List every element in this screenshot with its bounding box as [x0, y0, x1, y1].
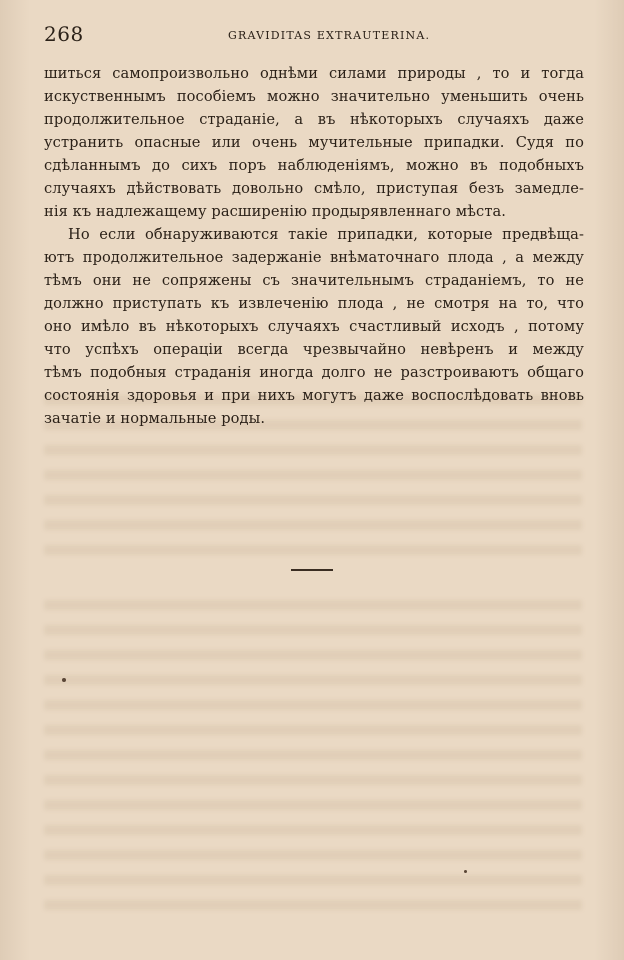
ink-speck [62, 678, 66, 682]
text-line: устранить опасные или очень мучительные припадки. Судя по [44, 134, 584, 151]
page-number: 268 [44, 22, 84, 46]
bleed-through-line [44, 875, 582, 885]
text-line: должно приступать къ извлеченію плода , не смотря на то, что [44, 295, 584, 312]
text-line: состоянія здоровья и при нихъ могутъ даже воспослѣдовать вновь [44, 387, 584, 404]
text-line: тѣмъ они не сопряжены съ значительнымъ страданіемъ, то не [44, 272, 584, 289]
bleed-through-line [44, 900, 582, 910]
paragraph [44, 223, 584, 430]
text-line: тѣмъ подобныя страданія иногда долго не разстроиваютъ общаго [44, 364, 584, 381]
bleed-through-line [44, 750, 582, 760]
bleed-through-line [44, 470, 582, 480]
bleed-through-line [44, 520, 582, 530]
text-line: зачатіе и нормальные роды. [44, 410, 266, 427]
body-text [44, 62, 584, 430]
text-line: сдѣланнымъ до сихъ поръ наблюденіямъ, можно въ подобныхъ [44, 157, 584, 174]
text-line: искуственнымъ пособіемъ можно значительно уменьшить очень [44, 88, 584, 105]
text-line: Но если обнаруживаются такіе припадки, которые предвѣща- [68, 226, 584, 243]
bleed-through-line [44, 850, 582, 860]
bleed-through-line [44, 700, 582, 710]
text-line: оно имѣло въ нѣкоторыхъ случаяхъ счастливый исходъ , потому [44, 318, 584, 335]
bleed-through-line [44, 650, 582, 660]
bleed-through-line [44, 495, 582, 505]
bleed-through-line [44, 675, 582, 685]
running-head: GRAVIDITAS EXTRAUTERINA. [228, 29, 431, 42]
bleed-through-line [44, 775, 582, 785]
text-line: шиться самопроизвольно однѣми силами природы , то и тогда [44, 65, 584, 82]
bleed-through-line [44, 445, 582, 455]
bleed-through-line [44, 725, 582, 735]
bleed-through-line [44, 625, 582, 635]
bleed-through-line [44, 825, 582, 835]
text-line: продолжительное страданіе, а въ нѣкоторыхъ случаяхъ даже [44, 111, 584, 128]
text-line: что успѣхъ операціи всегда чрезвычайно невѣренъ и между [44, 341, 584, 358]
text-line: случаяхъ дѣйствовать довольно смѣло, приступая безъ замедле- [44, 180, 584, 197]
section-divider [291, 569, 333, 571]
page-header [0, 22, 624, 46]
paragraph [44, 62, 584, 223]
bleed-through-line [44, 545, 582, 555]
bleed-through-line [44, 800, 582, 810]
text-line: ютъ продолжительное задержаніе внѣматочнаго плода , а между [44, 249, 584, 266]
ink-speck [464, 870, 467, 873]
text-line: нія къ надлежащему расширенію продырявленнаго мѣста. [44, 203, 507, 220]
bleed-through-line [44, 600, 582, 610]
